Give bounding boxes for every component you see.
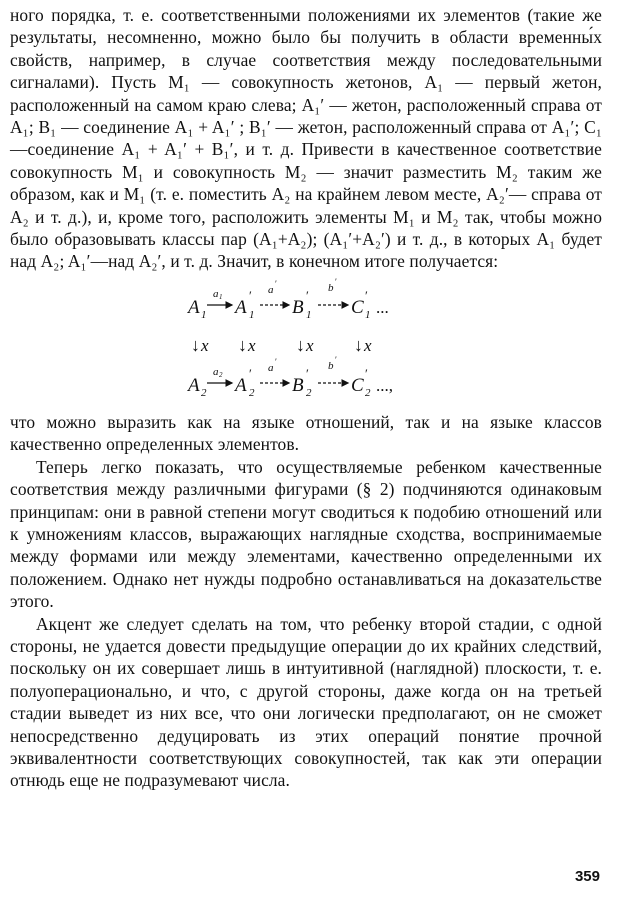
node-C2p-sub: 2	[365, 386, 371, 399]
arrow-5-label: a	[268, 361, 274, 374]
node-C1p-sub: 1	[365, 308, 371, 321]
node-B2p-sub: 2	[306, 386, 312, 399]
row-1-ellipsis: ...	[376, 297, 389, 317]
arrow-3-label: b	[328, 281, 334, 294]
diagram-row-1	[186, 277, 389, 321]
node-A2p-sub: 2	[249, 386, 255, 399]
node-A1p: A	[235, 296, 247, 318]
arrow-4-label-sub: 2	[219, 370, 223, 379]
page-number: 359	[574, 868, 600, 885]
node-A1p-prime: ′	[249, 287, 252, 303]
arrow-6-label: b	[328, 359, 334, 372]
node-B1p: B	[292, 296, 304, 318]
node-C2p-prime: ′	[365, 365, 368, 381]
arrow-1-label: a	[213, 287, 219, 300]
correspondence-diagram	[10, 276, 602, 403]
arrow-6-label-prime: ′	[335, 354, 337, 365]
node-A1p-sub: 1	[249, 308, 255, 321]
node-C2p: C	[351, 374, 364, 396]
arrow-2-label-prime: ′	[275, 278, 277, 289]
node-B2p: B	[292, 374, 304, 396]
arrow-5-label-prime: ′	[275, 356, 277, 367]
node-A1: A	[188, 296, 200, 318]
down-arrow-3: ↓	[296, 334, 305, 355]
down-arrow-2-label: x	[248, 335, 256, 355]
arrow-3-label-prime: ′	[335, 276, 337, 287]
paragraph-1: ного порядка, т. е. соответственными положениями их элементов (такие же результаты, несомненно, можно было бы получить в области временны́х свойств, например, в случае соответствия между последовательными сигналами). Пусть M₁ — совокупность жетонов, A₁ — первый жетон, расположенный на самом краю слева; A₁′ — жетон, расположенный справа от A₁; B₁ — соединение A₁ + A₁′ ; B₁′ — жетон, расположенный справа от A₁′; C₁ —соединение A₁ + A₁′ + B₁′, и т. д. Привести в качественное соответствие совокупность M₁ и совокупность M₂ — значит разместить M₂ таким же образом, как и M₁ (т. е. поместить A₂ на крайнем левом месте, A₂′— справа от A₂ и т. д.), и, кроме того, расположить элементы M₁ и M₂ так, чтобы можно было образовывать классы пар (A₁+A₂); (A₁′+A₂′) и т. д., в которых A₁ будет над A₂; A₁′—над A₂′, и т. д. Значит, в конечном итоге получается:	[10, 5, 602, 272]
diagram-row-2	[186, 355, 393, 399]
paragraph-3: Теперь легко показать, что осуществляемые ребенком качественные соответствия между различными фигурами (§ 2) подчиняются одинаковым принципам: они в равной степени могут сводиться к подобию отношений или к умножениям классов, выражающих наглядные сходства, воспринимаемые между формами или между элементами, качественно определенными их положением. Однако нет нужды подробно останавливаться на доказательстве этого.	[10, 456, 602, 612]
node-A2-sub: 2	[201, 386, 207, 399]
node-A2p-prime: ′	[249, 365, 252, 381]
node-B2p-prime: ′	[306, 365, 309, 381]
node-C1p-prime: ′	[365, 287, 368, 303]
diagram-svg	[188, 276, 448, 403]
down-arrow-1: ↓	[191, 334, 200, 355]
down-arrow-3-label: x	[306, 335, 314, 355]
down-arrow-2: ↓	[238, 334, 247, 355]
arrow-4-label: a	[213, 365, 219, 378]
down-arrow-4-label: x	[364, 335, 372, 355]
down-arrow-4: ↓	[354, 334, 363, 355]
paragraph-2: что можно выразить как на языке отношений, так и на языке классов качественно определенных элементов.	[10, 411, 602, 455]
node-A1-sub: 1	[201, 308, 207, 321]
down-arrow-1-label: x	[201, 335, 209, 355]
arrow-1-label-sub: 1	[219, 292, 223, 301]
node-A2p: A	[235, 374, 247, 396]
paragraph-4: Акцент же следует сделать на том, что ребенку второй стадии, с одной стороны, не удается довести предыдущие операции до их крайних следствий, поскольку он их совершает лишь в интуитивной (наглядной) плоскости, т. е. полуоперационально, и что, с другой стороны, даже когда он на третьей стадии выведет из них все, что они логически предполагают, он не сможет непосредственно дедуцировать из этих операций понятие прочной эквивалентности соответствующих совокупностей, так как эти операции отнюдь еще не подразумевают числа.	[10, 613, 602, 791]
node-B1p-prime: ′	[306, 287, 309, 303]
row-2-ellipsis: ...,	[376, 375, 393, 395]
node-A2: A	[188, 374, 200, 396]
vertical-correspondences	[191, 335, 372, 355]
node-C1p: C	[351, 296, 364, 318]
arrow-2-label: a	[268, 283, 274, 296]
node-B1p-sub: 1	[306, 308, 312, 321]
